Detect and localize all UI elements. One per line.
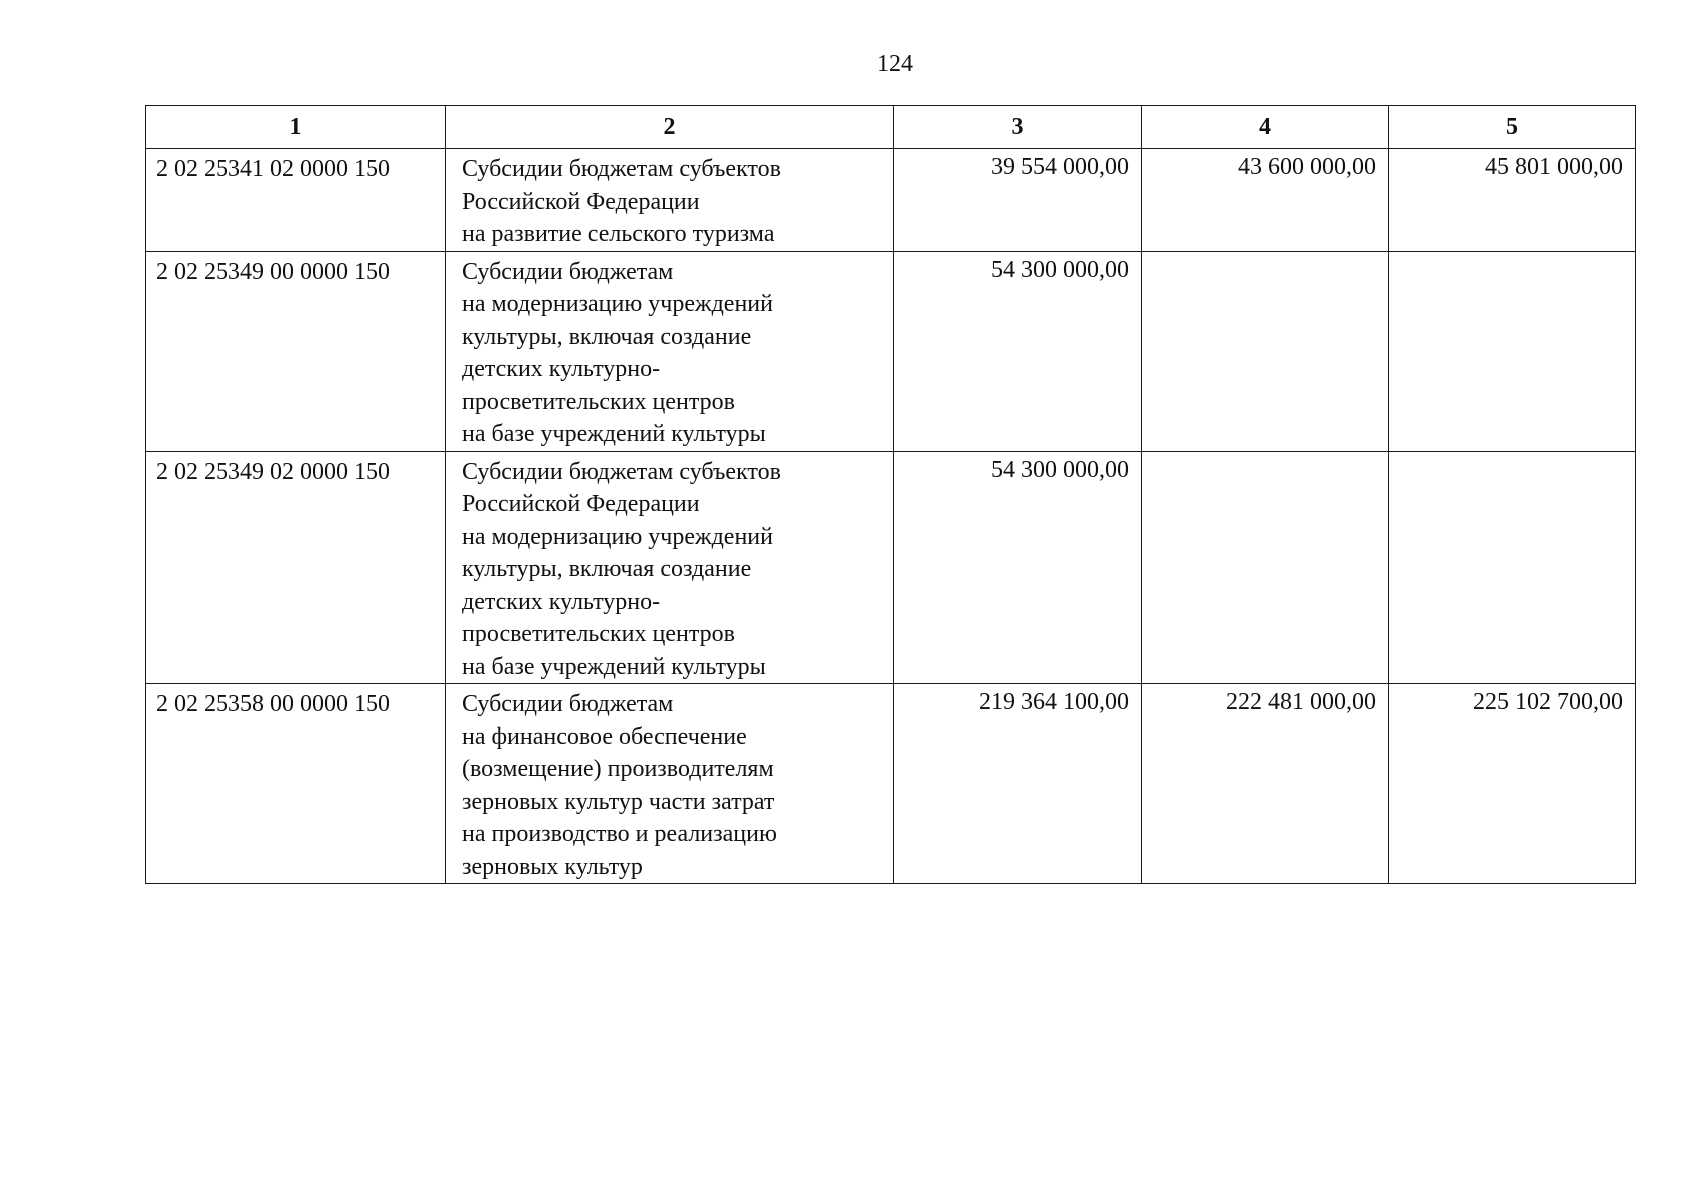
revenue-name	[446, 684, 894, 884]
name-line: детских культурно-	[462, 356, 661, 382]
amount-col-3: 39 554 000,00	[894, 149, 1142, 252]
revenue-name	[446, 251, 894, 451]
table-header	[146, 106, 1636, 149]
name-line: детских культурно-	[462, 588, 661, 615]
name-line: просветительских центров	[462, 388, 735, 415]
header-col-2: 2	[446, 106, 894, 149]
name-line: Субсидии бюджетам	[462, 258, 674, 285]
name-line: на производство и реализацию	[462, 821, 777, 847]
header-col-1: 1	[146, 106, 446, 149]
name-line: зерновых культур части затрат	[462, 788, 775, 815]
table-row	[146, 251, 1636, 451]
table-row	[146, 451, 1636, 684]
revenue-name	[446, 451, 894, 684]
name-line: Российской Федерации	[462, 491, 700, 517]
name-line: Субсидии бюджетам субъектов	[462, 156, 781, 182]
name-line: Субсидии бюджетам	[462, 691, 674, 717]
header-row	[146, 106, 1636, 149]
page-number: 124	[877, 51, 913, 77]
header-col-3: 3	[894, 106, 1142, 149]
amount-col-4	[1142, 451, 1389, 684]
amount-col-4: 43 600 000,00	[1142, 149, 1389, 252]
name-line: на модернизацию учреждений	[462, 291, 773, 317]
name-line: на базе учреждений культуры	[462, 421, 766, 447]
revenue-code: 2 02 25349 02 0000 150	[146, 451, 446, 684]
revenue-code: 2 02 25358 00 0000 150	[146, 684, 446, 884]
name-line: культуры, включая создание	[462, 323, 752, 350]
amount-col-5	[1389, 451, 1636, 684]
name-line: просветительских центров	[462, 621, 735, 647]
table-body	[146, 149, 1636, 884]
amount-col-5: 225 102 700,00	[1389, 684, 1636, 884]
name-line: Российской Федерации	[462, 188, 700, 215]
revenue-name	[446, 149, 894, 252]
name-line: зерновых культур	[462, 853, 643, 880]
amount-col-3: 219 364 100,00	[894, 684, 1142, 884]
table-row	[146, 149, 1636, 252]
header-col-4: 4	[1142, 106, 1389, 149]
name-line: на модернизацию учреждений	[462, 523, 773, 550]
table-row	[146, 684, 1636, 884]
name-line: на базе учреждений культуры	[462, 653, 766, 680]
amount-col-4: 222 481 000,00	[1142, 684, 1389, 884]
header-col-5: 5	[1389, 106, 1636, 149]
amount-col-3: 54 300 000,00	[894, 251, 1142, 451]
budget-table	[145, 105, 1636, 884]
amount-col-4	[1142, 251, 1389, 451]
name-line: на финансовое обеспечение	[462, 723, 747, 750]
amount-col-3: 54 300 000,00	[894, 451, 1142, 684]
name-line: на развитие сельского туризма	[462, 221, 775, 247]
revenue-code: 2 02 25341 02 0000 150	[146, 149, 446, 252]
amount-col-5	[1389, 251, 1636, 451]
revenue-code: 2 02 25349 00 0000 150	[146, 251, 446, 451]
name-line: Субсидии бюджетам субъектов	[462, 458, 781, 485]
amount-col-5: 45 801 000,00	[1389, 149, 1636, 252]
name-line: (возмещение) производителям	[462, 756, 774, 782]
name-line: культуры, включая создание	[462, 556, 752, 582]
